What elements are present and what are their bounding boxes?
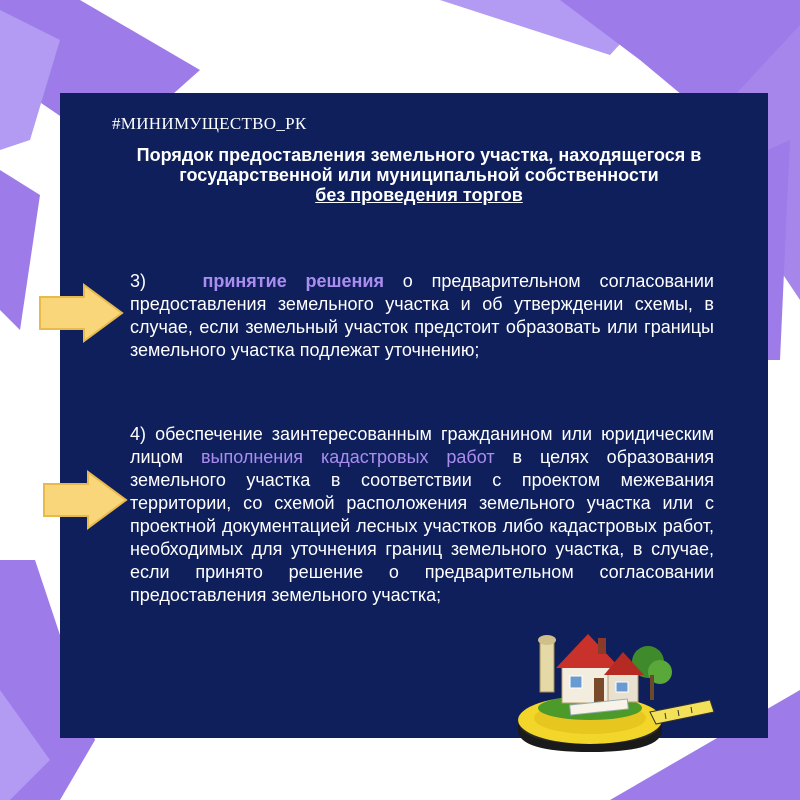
title-line-2: государственной или муниципальной собственности: [179, 165, 659, 185]
list-item-3: [130, 270, 714, 362]
item-3-highlight: принятие решения: [202, 271, 384, 291]
item-3-number: 3): [130, 271, 147, 291]
item-4-text-after: в целях образования земельного участка в соответствии с проектом межевания территории, со схемой расположения земельного участка или с проектной документацией лесных участков либо кадастровых работ, необходимых для уточнения границ земельного участка, в случае, если принято решение о предварительном согласовании предоставления земельного участка;: [130, 447, 714, 605]
hashtag: #МИНИМУЩЕСТВО_РК: [112, 114, 307, 133]
right-arrow-icon: [42, 470, 128, 530]
right-arrow-icon: [38, 283, 124, 343]
item-4-text-before: 4) обеспечение заинтересованным гражданином или юридическим лицом: [130, 424, 714, 467]
item-4-highlight: выполнения кадастровых работ: [200, 447, 495, 467]
item-3-text: о предварительном согласовании предоставления земельного участка и об утверждении схемы, в случае, если земельный участок предстоит образовать или границы земельного участка подлежат уточнению;: [130, 271, 714, 360]
title-line-3: без проведения торгов: [315, 185, 523, 205]
house-tape-measure-illustration: [510, 620, 715, 755]
list-item-4: [130, 423, 714, 607]
purple-shape-left-mid: [0, 170, 40, 330]
page-title: [60, 145, 778, 205]
title-line-1: Порядок предоставления земельного участка, находящегося в: [136, 145, 702, 165]
